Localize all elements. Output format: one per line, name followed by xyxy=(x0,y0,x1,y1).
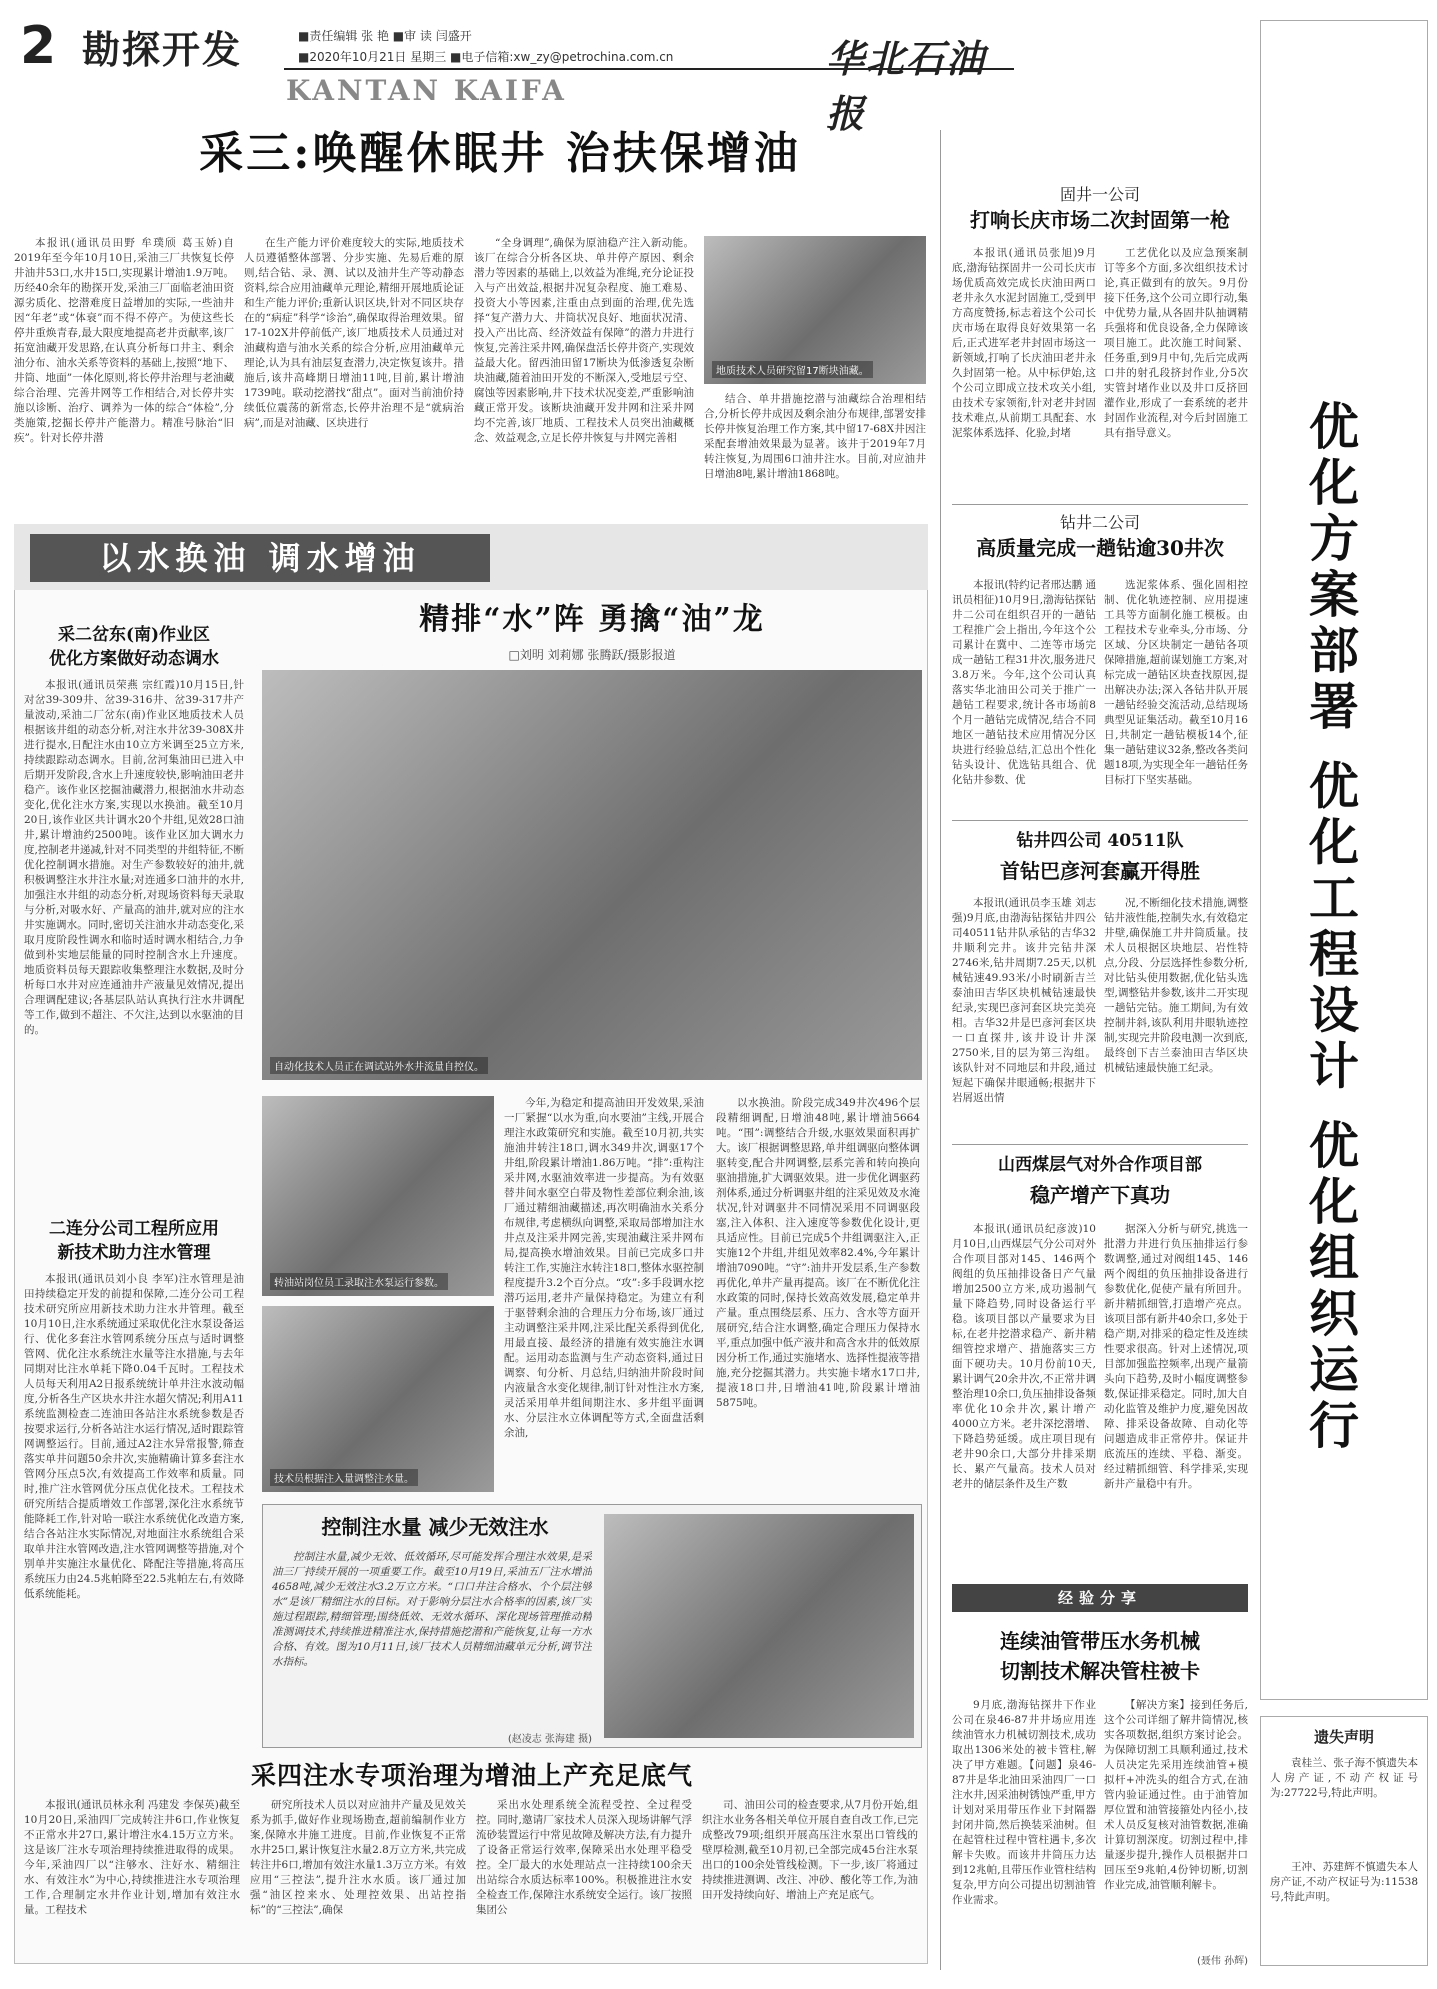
bottom-col4-text: 司、油田公司的检查要求,从7月份开始,组织注水业务各相关单位开展自查自改工作,已完成整改79项;组织开展高压注水泵出口管线的壁厚检测,截至10月初,已全部完成45台注水泵出口的100余处管线检测。下一步,该厂将通过持续推进测调、改注、冲砂、酸化等工作,为油田开发持续向好、增油上产充足底气。 xyxy=(702,1799,918,1901)
special-photo-2 xyxy=(262,1096,494,1296)
exp-col2-text: 【解决方案】接到任务后,这个公司详细了解井筒情况,核实各项数据,组织方案讨论会。为保障切割工具顺利通过,技术人员决定先采用连续油管+模拟杆+冲洗头的组合方式,在油管内验证通过性。由于油管加厚位置和油管接箍处内径小,技术人员反复核对油管数据,准确计算切割深度。切割过程中,排量逐步提升,操作人员根据井口回压至9兆帕,4份钟切断,切割作业完成,油管顺利解卡。 xyxy=(1104,1699,1248,1891)
side2-body xyxy=(24,1272,244,1756)
section-pinyin: KANTAN KAIFA xyxy=(286,74,567,107)
notice-1-text: 袁桂兰、张子海不慎遗失本人房产证,不动产权证号为:27722号,特此声明。 xyxy=(1270,1757,1418,1799)
s4-title1: 山西煤层气对外合作项目部 xyxy=(998,1155,1202,1175)
special-photo-2-caption: 转油站岗位员工录取注水泵运行参数。 xyxy=(270,1273,448,1290)
s2-company: 钻井二公司 xyxy=(1059,513,1140,532)
lead-col1-text: 本报讯(通讯员田野 牟璞颀 葛玉娇)自2019年至今年10月10日,采油三厂共恢复长停井油井53口,水井15口,实现累计增油1.9万吨。历经40余年的勘探开发,采油三厂面临老油田资源劣质化、挖潜难度日益增加的实际,一些油井因“年老”或“体衰”而不得不停产。为使这些长停井重焕青春,最大限度地提高老井贡献率,该厂拓宽油藏开发思路,在认真分析每口井主、剩余油分布、油水关系等资料的基础上,按照“地下、井筒、地面”一体化原则,将长停井治理与老油藏综合治理、完善井网等工作相结合,对长停井实施以诊断、治疗、调养为一体的综合“体检”,分类施策,挖掘长停井产能潜力。精准号脉治“旧疾”。针对长停井潜 xyxy=(14,237,234,444)
s3-title2: 首钻巴彦河套赢开得胜 xyxy=(1000,859,1200,883)
special-main-title: 精排“水”阵 勇擒“油”龙 xyxy=(419,602,765,637)
special-col-b-text: 以水换油。阶段完成349井次496个层段精细调配,日增油48吨,累计增油5664吨。“围”:调整结合升级,水驱效果面积再扩大。该厂根据调整思路,单井组调驱向整体调驱转变,配合井网调整,层系完善和转向换向驱油措施,扩大调驱效果。进一步优化调驱药剂体系,通过分析调驱井组的注采见效及水淹状况,针对调驱井不同情况采用不同调驱段塞,注入体积、注入速度等参数优化设计,更具适应性。目前已完成5个井组调驱注入,正实施12个井组,井组见效率82.4%,今年累计增油7090吨。“守”:油井开发层系,生产参数再优化,单井产量再提高。该厂在不断优化注水政策的同时,保持长效高效发展,稳定单井产量。重点围绕层系、压力、含水等方面开展研究,结合注水调整,确定合理压力保持水平,重点加强中低产液井和高含水井的低效原因分析工作,通过实施堵水、选择性提液等措施,充分挖掘其潜力。共实施卡堵水17口井,提液18口井,日增油41吨,阶段累计增油5875吨。 xyxy=(716,1097,920,1409)
bottom-col1 xyxy=(24,1798,240,1958)
notice-2-text: 王冲、苏建辉不慎遗失本人房产证,不动产权证号为:11538号,特此声明。 xyxy=(1270,1861,1418,1903)
exp-title1: 连续油管带压水务机械 xyxy=(1000,1629,1200,1653)
date-line: ■2020年10月21日 星期三 ■电子信箱:xw_zy@petrochina.com.cn xyxy=(298,50,674,64)
s1-title: 打响长庆市场二次封固第一枪 xyxy=(970,208,1230,232)
side1-title2: 优化方案做好动态调水 xyxy=(49,649,219,669)
lead-col1 xyxy=(14,236,234,511)
s3-col1 xyxy=(952,896,1096,1138)
lead-col4 xyxy=(704,392,926,511)
special-photo-1-caption: 自动化技术人员正在调试站外水井流量自控仪。 xyxy=(270,1057,488,1074)
bottom-col3 xyxy=(476,1798,692,1958)
s2-rule xyxy=(952,820,1248,821)
bottom-col1-text: 本报讯(通讯员林永利 冯建发 李保英)截至10月20日,采油四厂完成转注井6口,作业恢复不正常水井27口,累计增注水4.15万立方米。这是该厂注水专项治理持续推进取得的成果。今年,采油四厂以“注够水、注好水、精细注水、有效注水”为中心,持续推进注水专项治理工作,合理制定水井作业计划,增加有效注水量。工程技术 xyxy=(24,1799,240,1916)
side2-title2: 新技术助力注水管理 xyxy=(57,1243,211,1263)
special-photo-3 xyxy=(262,1306,494,1492)
page-number: 2 xyxy=(20,16,57,76)
vertical-slogan: 优化方案部署 优化工程设计 优化组织运行 xyxy=(1301,400,1360,1455)
box-title: 控制注水量 减少无效注水 xyxy=(321,1515,549,1539)
section-title: 勘探开发 xyxy=(82,27,243,72)
bottom-title: 采四注水专项治理为增油上产充足底气 xyxy=(250,1761,693,1790)
special-banner: 以水换油 调水增油 xyxy=(30,534,490,582)
lead-photo xyxy=(704,236,926,384)
box-credit: (赵凌志 张海建 摄) xyxy=(507,1734,592,1745)
bottom-col4 xyxy=(702,1798,918,1958)
notice-title: 遗失声明 xyxy=(1313,1728,1374,1746)
exp-title2: 切割技术解决管柱被卡 xyxy=(1000,1659,1200,1683)
special-photo-1 xyxy=(262,670,922,1080)
special-col-b xyxy=(716,1096,920,1492)
special-photo-3-caption: 技术员根据注入量调整注水量。 xyxy=(270,1469,418,1486)
side1-body xyxy=(24,678,244,1190)
s2-col1-text: 本报讯(特约记者邢达鹏 通讯员相征)10月9日,渤海钻探钻井二公司在组织召开的一趟钻工程推广会上指出,今年这个公司累计在冀中、二连等市场完成一趟钻工程31井次,服务进尺3.8万米。今年,这个公司认真落实华北油田公司关于推广一趟钻工程要求,统计各市场前8个月一趟钻完成情况,结合不同地区一趟钻技术应用情况分区块进行经验总结,汇总出个性化钻头设计、优选钻具组合、优化钻井参数、优 xyxy=(952,579,1096,786)
s4-col2-text: 据深入分析与研究,挑选一批潜力井进行负压抽排运行参数调整,通过对阀组145、146两个阀组的负压抽排设备进行参数优化,促使产量有所回升。新井精抓细管,打造增产亮点。该项目部有新井40余口,多处于稳产期,对排采的稳定性及连续性要求很高。针对上述情况,项目部加强监控频率,出现产量箭头向下趋势,及时小幅度调整参数,保证排采稳定。同时,加大自动化监管及维护力度,避免因故障、排采设备故障、自动化等问题造成非正常停井。保证井底流压的连续、平稳、渐变。经过精抓细管、科学排采,实现新井产量稳中有升。 xyxy=(1104,1223,1248,1490)
lead-col3-text: “全身调理”,确保为原油稳产注入新动能。该厂在综合分析各区块、单井停产原因、剩余潜力等因素的基础上,以效益为准绳,充分论证投入与产出效益,根据井况复杂程度、施工难易、投资大小等因素,注重由点到面的治理,优先选择“复产潜力大、井筒状况良好、地面状况清、投入产出比高、经济效益有保障”的潜力井进行恢复,完善注采井网,确保盘活长停井资产,实现效益最大化。留西油田留17断块为低渗透复杂断块油藏,随着油田开发的不断深入,受地层亏空、腐蚀等因素影响,井下技术状况变差,严重影响油藏正常开发。该断块油藏开发井网和注采井网均不完善,该厂地质、工程技术人员突出油藏概念、效益观念,立足长停井恢复与井网完善相 xyxy=(474,237,694,444)
s3-title1: 钻井四公司 40511队 xyxy=(1016,831,1184,851)
s3-rule xyxy=(952,1144,1248,1145)
masthead xyxy=(14,10,1014,136)
lead-col3 xyxy=(474,236,694,511)
s2-col1 xyxy=(952,578,1096,814)
box-photo xyxy=(604,1514,914,1738)
s4-col1-text: 本报讯(通讯员纪彦波)10月10日,山西煤层气分公司对外合作项目部对145、146两个阀组的负压抽排设备日产气量增加2500立方米,成功遏制气量下降趋势,同时设备运行平稳。该项目部以产量要求为目标,在老井挖潜求稳产、新井精细管控求增产、措施落实三方面下硬功夫。10月份前10天,累计调气20余井次,不正常井调整治理10余口,负压抽排设备频率优化10余井次,累计增产4000立方米。老井深挖潜增、下降趋势延缓。成庄项目现有老井90余口,大部分井排采期长、累产气量高。技术人员对老井的储层条件及生产数 xyxy=(952,1223,1096,1490)
s3-col1-text: 本报讯(通讯员李玉雄 刘志强)9月底,由渤海钻探钻井四公司40511钻井队承钻的吉华32井顺利完井。该井完钻井深2746米,钻井周期7.25天,以机械钻速49.93米/小时刷新吉兰泰油田吉华区块机械钻速最快纪录,实现巴彦河套区块完美亮相。吉华32井是巴彦河套区块一口直探井,该井设计井深2750米,目的层为第三沟组。该队针对不同地层和井段,通过短起下确保井眼通畅;根据井下岩屑返出情 xyxy=(952,897,1096,1104)
box-body xyxy=(272,1550,592,1730)
side1-title1: 采二岔东(南)作业区 xyxy=(57,625,211,645)
exp-col1-text: 9月底,渤海钻探井下作业公司在泉46-87井井场应用连续油管水力机械切割技术,成功取出1306米处的被卡管柱,解决了甲方难题。【问题】泉46-87井是华北油田采油四厂一口注水井,因采油树锈蚀严重,甲方计划对采用带压作业下封隔器封闭井筒,然后换装采油树。但在起管柱过程中管柱遇卡,多次解卡失败。而该井井筒压力达到12兆帕,且带压作业管柱结构复杂,甲方向公司提出切割油管作业需求。 xyxy=(952,1699,1096,1906)
s2-col2 xyxy=(1104,578,1248,814)
s1-company: 固井一公司 xyxy=(1059,185,1140,204)
lead-photo-caption: 地质技术人员研究留17断块油藏。 xyxy=(712,361,873,378)
s2-title: 高质量完成一趟钻逾30井次 xyxy=(976,536,1224,560)
bottom-col3-text: 采出水处理系统全流程受控、全过程受控。同时,邀请厂家技术人员深入现场讲解气浮流砂装置运行中常见故障及解决方法,有力提升了设备正常运行效率,保障采出水处理平稳受控。全厂最大的水处理站点一注持续100余天出站综合水质达标率100%。积极推进注水安全检查工作,保障注水系统安全运行。该厂按照集团公 xyxy=(476,1799,692,1916)
s1-col1-text: 本报讯(通讯员张旭)9月底,渤海钻探固井一公司长庆市场优质高效完成长庆油田两口老井永久水泥封固施工,受到甲方高度赞扬,标志着这个公司长庆市场在取得良好效果第一名后,正式进军老井封固市场这一新领域,打响了长庆油田老井永久封固第一枪。从中标伊始,这个公司立即成立技术攻关小组,由技术专家领衔,针对老井封固技术难点,从前期工具配套、水泥浆体系选择、化验,封堵 xyxy=(952,247,1096,439)
s4-col2 xyxy=(1104,1222,1248,1570)
s3-col2-text: 况,不断细化技术措施,调整钻井液性能,控制失水,有效稳定井壁,确保施工井井筒质量。技术人员根据区块地层、岩性特点,分段、分层选择性参数分析,对比钻头使用数据,优化钻头选型,调整钻井参数,该井二开实现一趟钻完钻。施工期间,为有效控制井斜,该队利用井眼轨迹控制,实现完井阶段电测一次到底,最终创下吉兰泰油田吉华区块机械钻速最快施工纪录。 xyxy=(1104,897,1248,1074)
bottom-col2-text: 研究所技术人员以对应油井产量及见效关系为抓手,做好作业现场勘查,超前编制作业方案,保障水井施工进度。目前,作业恢复不正常水井25口,累计恢复注水量2.8万立方米,共完成转注井6口,增加有效注水量1.3万立方米。有效应用“三控法”,提升注水水质。该厂通过加强“油区控来水、处理控效果、出站控指标”的“三控法”,确保 xyxy=(250,1799,466,1916)
side2-body-text: 本报讯(通讯员刘小良 李军)注水管理是油田持续稳定开发的前提和保障,二连分公司工程技术研究所应用新技术助力注水井管理。截至10月10日,注水系统通过采取优化注水泵设备运行、优化多套注水管网系统分压点与适时调整管网、优化注水系统注水量等注水措施,与去年同期对比注水单耗下降0.04千瓦时。工程技术人员每天利用A2日报系统统计单井注水波动幅度,分析各生产区块水井注水超欠情况;利用A11系统监测检查二连油田各站注水系统参数是否按要求运行,分析各站注水运行情况,适时跟踪管网调整运行。目前,通过A2注水异常报警,筛查落实单井问题50余井次,实施精确计算多套注水管网分压点5次,有效提高工作效率和质量。同时,推广注水管网优分压点优化技术。工程技术研究所结合提质增效工作部署,深化注水系统节能降耗工作,针对哈一联注水系统优化改造方案,结合各站注水实际情况,对地面注水系统组合采取单井注水管网改造,注水管网调整等措施,对个别单井实施注水量优化、降配注等措施,将高压系统压力由24.5兆帕降至22.5兆帕左右,有效降低系统能耗。 xyxy=(24,1273,244,1600)
lead-headline: 采三:唤醒休眠井 治扶保增油 xyxy=(199,128,801,179)
bottom-col2 xyxy=(250,1798,466,1958)
exp-credit: (聂伟 孙辉) xyxy=(1197,1956,1248,1967)
lead-col2 xyxy=(244,236,464,511)
lead-col2-text: 在生产能力评价难度较大的实际,地质技术人员遵循整体部署、分步实施、先易后难的原则,结合钻、录、测、试以及油井生产等动静态资料,综合应用油藏单元理论,精细开展地质论证和生产能力评价;重新认识区块,针对不同区块存在的“病症”科学“诊治”,确保取得治理效果。留17-102X井停前低产,该厂地质技术人员通过对油藏构造与油水关系的综合分析,应用油藏单元理论,认为具有油层复查潜力,决定恢复该井。措施后,该井高峰期日增油11吨,目前,累计增油1739吨。联动挖潜找“甜点”。面对当前油价持续低位震荡的新常态,长停井治理不是“就病治病”,而是对油藏、区块进行 xyxy=(244,237,464,429)
special-col-a xyxy=(504,1096,704,1492)
editor-line: ■责任编辑 张 艳 ■审 读 闫盛开 xyxy=(298,29,472,43)
exp-label: 经验分享 xyxy=(952,1584,1248,1612)
exp-col2 xyxy=(1104,1698,1248,1948)
s1-col1 xyxy=(952,246,1096,498)
box-body-text: 控制注水量,减少无效、低效循环,尽可能发挥合理注水效果,是采油三厂持续开展的一项重要工作。截至10月19日,采油五厂注水增油4658吨,减少无效注水3.2万立方米。“口口井注合格水、个个层注够水”是该厂精细注水的目标。对于影响分层注水合格率的因素,该厂实施过程跟踪,精细管理;围绕低效、无效水循环、深化现场管理推动精准测调技术,持续推进精准注水,保持措施挖潜和产能恢复,让每一方水合格、有效。图为10月11日,该厂技术人员精细油藏单元分析,调节注水指标。 xyxy=(272,1551,592,1668)
s4-col1 xyxy=(952,1222,1096,1570)
side2-title1: 二连分公司工程所应用 xyxy=(49,1219,219,1239)
s1-col2-text: 工艺优化以及应急预案制订等多个方面,多次组织技术讨论,真正做到有的放矢。9月份接下任务,这个公司立即行动,集中优势力量,从各固井队抽调精兵强将和优良设备,全力保障该项目施工。此次施工时间紧、任务重,到9月中旬,先后完成两口井的射孔段挤封作业,分5次实管封堵作业以及井口反挤回灌作业,形成了一套系统的老井封固作业流程,对今后封固施工具有指导意义。 xyxy=(1104,247,1248,439)
s2-col2-text: 选泥浆体系、强化固相控制、优化轨迹控制、应用提速工具等方面制化施工模板。由工程技术专业牵头,分市场、分区域、分区块制定一趟钻各项保障措施,超前谋划施工方案,对标完成一趟钻区块查找原因,提出解决办法;深入各钻井队开展一趟钻经验交流活动,总结现场典型见证集活动。截至10月16日,共制定一趟钻模板14个,征集一趟钻建议32条,整改各类问题18项,为实现全年一趟钻任务目标打下坚实基础。 xyxy=(1104,579,1248,786)
side1-body-text: 本报讯(通讯员荣燕 宗红霞)10月15日,针对岔39-309井、岔39-316井、岔39-317井产量波动,采油二厂岔东(南)作业区地质技术人员根据该井组的动态分析,对注水井岔39-308X井进行提水,日配注水由10立方米调至25立方米,持续跟踪动态调水。目前,岔河集油田已进入中后期开发阶段,含水上升速度较快,影响油田老井稳产。该作业区挖掘油藏潜力,根据油水井动态变化,优化注水方案,实现以水换油。截至10月20日,该作业区共计调水20个井组,见效28口油井,累计增油约2500吨。该作业区加大调水力度,控制老井递减,针对不同类型的井组特征,不断优化控制调水措施。对生产参数较好的油井,就积极调整注水井注水量;对连通多口油井的水井,加强注水井组的动态分析,对现场资料每天录取与分析,对吸水好、产量高的油井,就对应的注水井实施调水。同时,密切关注油水井动态变化,采取月度阶段性调水和临时适时调水相结合,力争做到朴实地层能量的同时控制含水上升速度。地质资料员每天跟踪收集整理注水数据,及时分析每口水井对应连通油井产液量见效情况,提出合理调配建议;各基层队站认真执行注水井调配等工作,做到不超注、不欠注,达到以水驱油的目的。 xyxy=(24,679,244,1036)
paper-logo: 华北石油报 xyxy=(826,36,987,136)
notice-1 xyxy=(1270,1756,1418,1852)
notice-2 xyxy=(1270,1860,1418,1956)
s3-col2 xyxy=(1104,896,1248,1138)
s1-col2 xyxy=(1104,246,1248,498)
lead-col4-text: 结合、单井措施挖潜与油藏综合治理相结合,分析长停井成因及剩余油分布规律,部署安排长停井恢复治理工作方案,其中留17-68X井因注采配套增油效果最为显著。该井于2019年7月转注恢复,为周围6口油井注水。目前,对应油井日增油8吨,累计增油1868吨。 xyxy=(704,393,926,480)
s1-rule xyxy=(952,504,1248,505)
right-divider xyxy=(940,130,941,1970)
special-col-a-text: 今年,为稳定和提高油田开发效果,采油一厂紧握“以水为重,向水要油”主线,开展合理注水政策研究和实施。截至10月初,共实施油井转注18口,调水349井次,调驱17个井组,阶段累计增油1.86万吨。“排”:重构注采井网,水驱油效率进一步提高。为有效驱替井间水驱空白带及物性差部位剩余油,该厂通过精细油藏描述,再次明确油水关系分布规律,考虑横纵向调整,采取局部增加注水井点及注采井网完善,实现油藏注采井网布局,提高换水增油效果。目前已完成多口井转注工作,实施注水转注18口,整体水驱控制程度提升3.2个百分点。“攻”:多手段调水挖潜巧运用,老井产量保持稳定。为建立有利于驱替剩余油的合理压力分布场,该厂通过主动调整注采井网,注采比配关系得到优化,用最直接、最经济的措施有效实施注水调配。运用动态监测与生产动态资料,通过日调察、旬分析、月总结,归纳油井阶段时间内液量含水变化规律,制订针对性注水方案,灵活采用单井组间期注水、多井组平面调水、分层注水立体调配等方式,全面盘活剩余油, xyxy=(504,1097,704,1439)
exp-col1 xyxy=(952,1698,1096,1948)
special-byline: □刘明 刘莉娜 张腾跃/摄影报道 xyxy=(508,648,676,662)
s4-title2: 稳产增产下真功 xyxy=(1030,1183,1170,1207)
